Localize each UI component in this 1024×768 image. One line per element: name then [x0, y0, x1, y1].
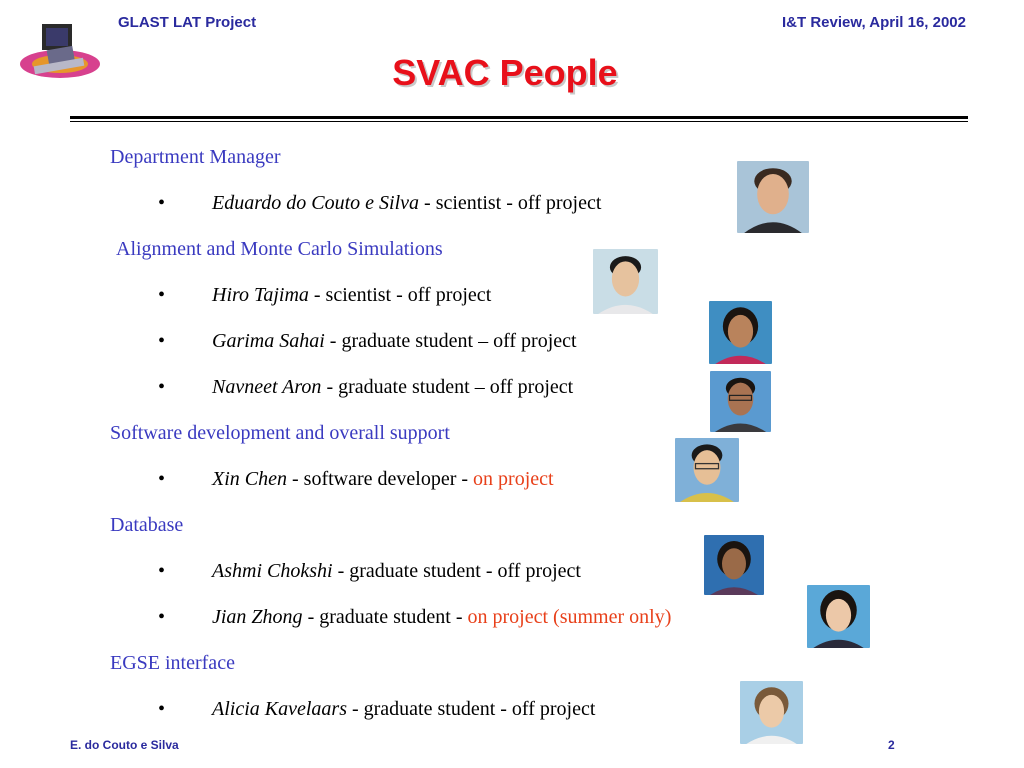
photo-alicia-kavelaars [740, 681, 803, 744]
photo-xin-chen [675, 438, 739, 502]
section-database: Database [110, 514, 184, 536]
section-egse-interface: EGSE interface [110, 652, 235, 674]
header-project: GLAST LAT Project [118, 14, 257, 31]
title-divider [70, 116, 968, 119]
list-item [158, 606, 671, 629]
bullet-icon: • [158, 376, 166, 398]
list-item [158, 698, 595, 721]
person-role: - graduate student – off project [321, 376, 574, 398]
bullet-icon: • [158, 192, 166, 214]
list-item [158, 468, 554, 491]
title-divider-thin [70, 121, 968, 122]
photo-hiro-tajima [593, 249, 658, 314]
person-role: - scientist - off project [308, 284, 492, 306]
bullet-icon: • [158, 330, 166, 352]
bullet-icon: • [158, 284, 166, 306]
photo-garima-sahai [709, 301, 772, 364]
bullet-icon: • [158, 560, 166, 582]
person-name: Alicia Kavelaars [212, 698, 347, 720]
footer-author: E. do Couto e Silva [70, 738, 179, 752]
on-project-note: on project [473, 468, 554, 490]
person-name: Eduardo do Couto e Silva [212, 192, 420, 214]
slide-title: SVAC People [392, 52, 618, 93]
section-department-manager: Department Manager [110, 146, 281, 168]
list-item [158, 192, 601, 215]
bullet-icon: • [158, 606, 166, 628]
list-item [158, 376, 573, 399]
person-name: Jian Zhong [212, 606, 303, 628]
person-name: Xin Chen [212, 468, 287, 490]
section-alignment-monte-carlo: Alignment and Monte Carlo Simulations [116, 238, 443, 260]
person-role: - graduate student - off project [346, 698, 596, 720]
person-role: - scientist - off project [419, 192, 602, 214]
person-name: Hiro Tajima [212, 284, 309, 306]
bullet-icon: • [158, 698, 166, 720]
person-name: Garima Sahai [212, 330, 325, 352]
header-review-date: I&T Review, April 16, 2002 [782, 14, 966, 31]
person-role: - graduate student - off project [332, 560, 581, 582]
list-item [158, 560, 581, 583]
list-item [158, 330, 577, 353]
photo-navneet-aron [710, 371, 771, 432]
list-item [158, 284, 491, 307]
bullet-icon: • [158, 468, 166, 490]
section-software-development: Software development and overall support [110, 422, 450, 444]
person-role: - graduate student – off project [324, 330, 577, 352]
person-role: - software developer - [287, 468, 474, 490]
on-project-note: on project (summer only) [467, 606, 672, 628]
person-name: Navneet Aron [212, 376, 322, 398]
photo-jian-zhong [807, 585, 870, 648]
photo-ashmi-chokshi [704, 535, 764, 595]
photo-eduardo-do-couto-e-silva [737, 161, 809, 233]
page-number: 2 [888, 738, 895, 752]
person-name: Ashmi Chokshi [212, 560, 333, 582]
person-role: - graduate student - [302, 606, 468, 628]
